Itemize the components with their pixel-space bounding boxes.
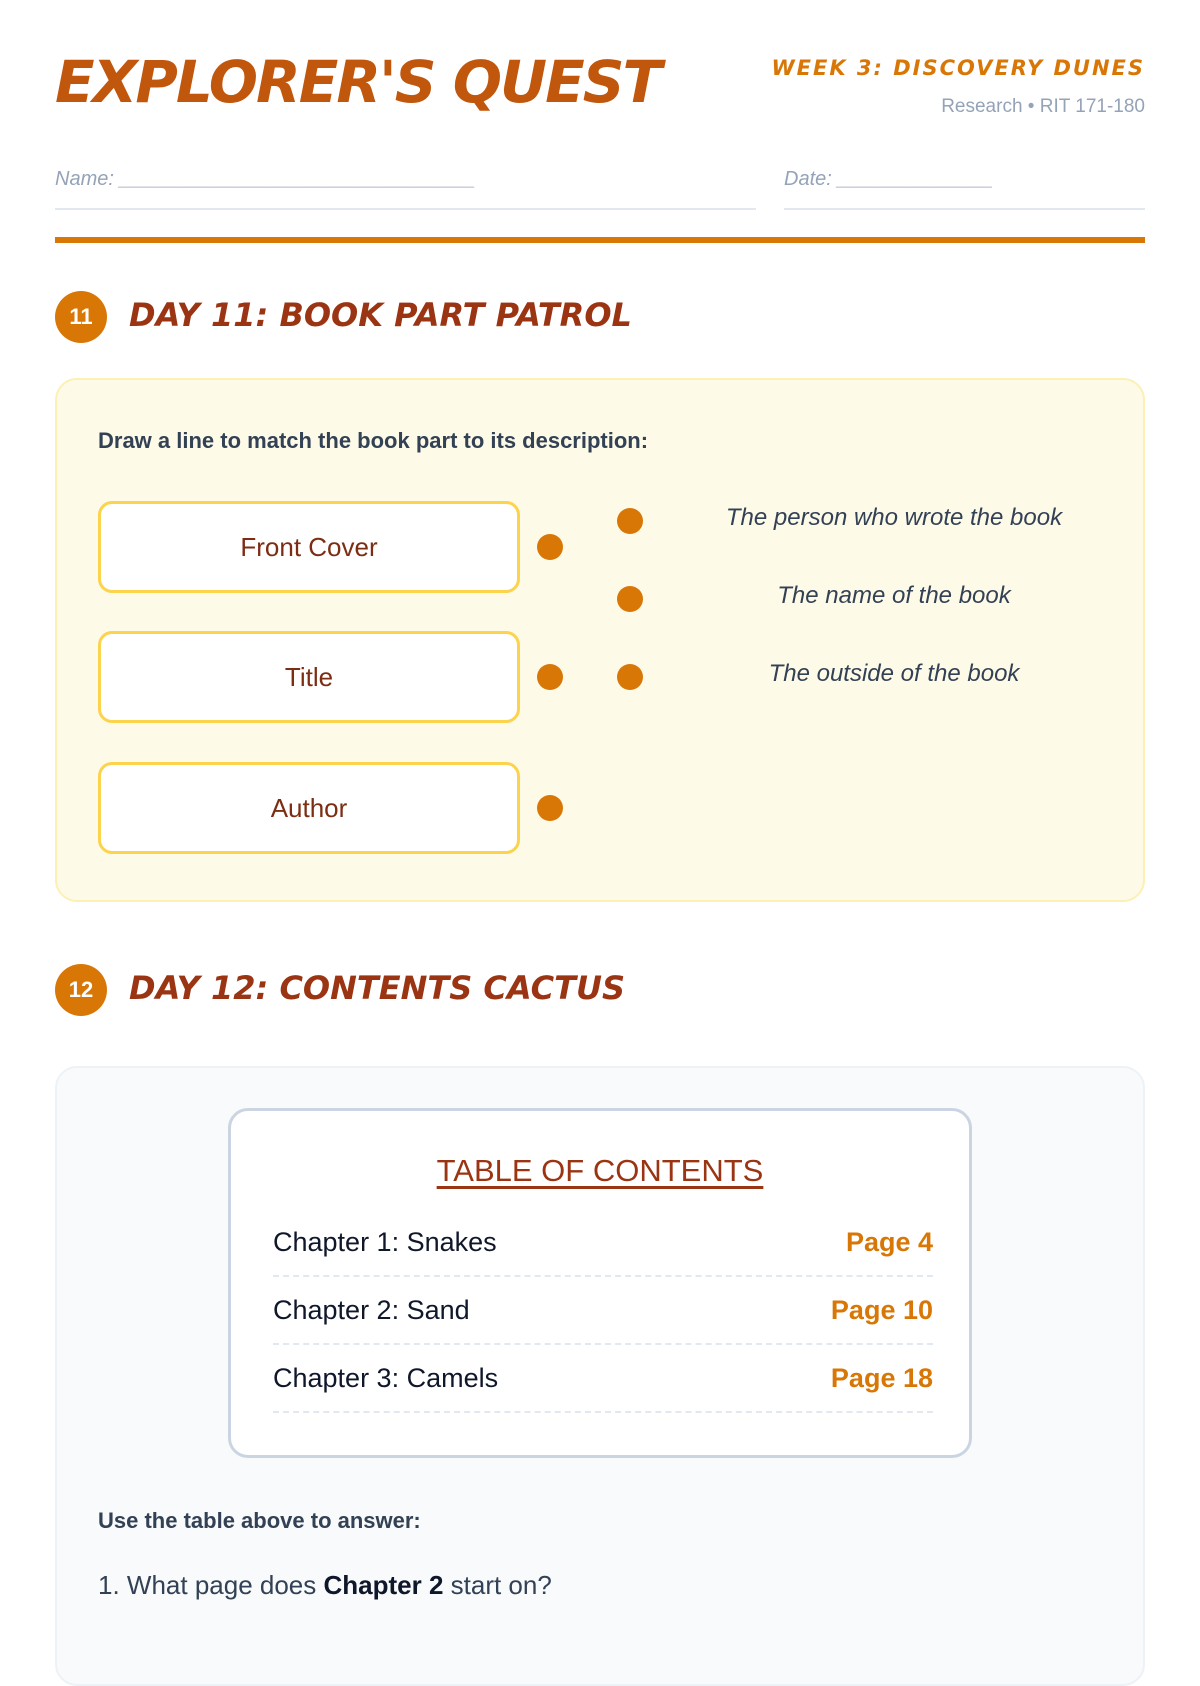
question-1-prefix: 1. What page does [98,1570,324,1600]
table-of-contents [228,1108,972,1458]
question-1-bold: Chapter 2 [323,1570,444,1600]
desc-dot-wrote[interactable] [617,508,643,534]
answer-intro: Use the table above to answer: [98,1508,421,1533]
desc-dot-name[interactable] [617,586,643,612]
question-1 [98,1570,552,1601]
desc-outside: The outside of the book [768,660,1020,687]
toc-row [273,1345,933,1413]
toc-chapter: Chapter 1: Snakes [273,1227,497,1257]
matching-panel [55,378,1145,902]
toc-row [273,1277,933,1345]
header-divider [55,237,1145,243]
toc-chapter: Chapter 3: Camels [273,1363,499,1393]
question-1-suffix: start on? [443,1570,552,1600]
desc-dot-outside[interactable] [617,664,643,690]
part-title: Title [98,631,520,723]
contents-panel [55,1066,1145,1686]
desc-name: The name of the book [777,582,1011,609]
part-dot-author[interactable] [537,795,563,821]
toc-page: Page 4 [845,1227,933,1257]
day12-heading [55,964,1145,1018]
part-author: Author [98,762,520,854]
part-front-cover: Front Cover [98,501,520,593]
day12-title: DAY 12: CONTENTS CACTUS [129,969,625,1007]
desc-wrote: The person who wrote the book [725,504,1063,531]
day11-heading [55,291,1145,345]
day12-badge: 12 [55,964,107,1016]
date-field[interactable]: Date: ______________ [784,168,1145,210]
day11-title: DAY 11: BOOK PART PATROL [129,296,632,334]
toc-page: Page 10 [830,1295,933,1325]
toc-row [273,1209,933,1277]
day11-badge: 11 [55,291,107,343]
part-dot-title[interactable] [537,664,563,690]
toc-page: Page 18 [830,1363,933,1393]
matching-instruction: Draw a line to match the book part to its description: [98,428,649,453]
part-dot-front-cover[interactable] [537,534,563,560]
name-field[interactable]: Name: ________________________________ [55,168,756,210]
toc-title: TABLE OF CONTENTS [436,1153,764,1188]
subject-label: Research • RIT 171-180 [941,96,1145,117]
week-label: WEEK 3: DISCOVERY DUNES [771,56,1145,80]
worksheet-title: EXPLORER'S QUEST [55,48,661,116]
toc-chapter: Chapter 2: Sand [273,1295,470,1325]
